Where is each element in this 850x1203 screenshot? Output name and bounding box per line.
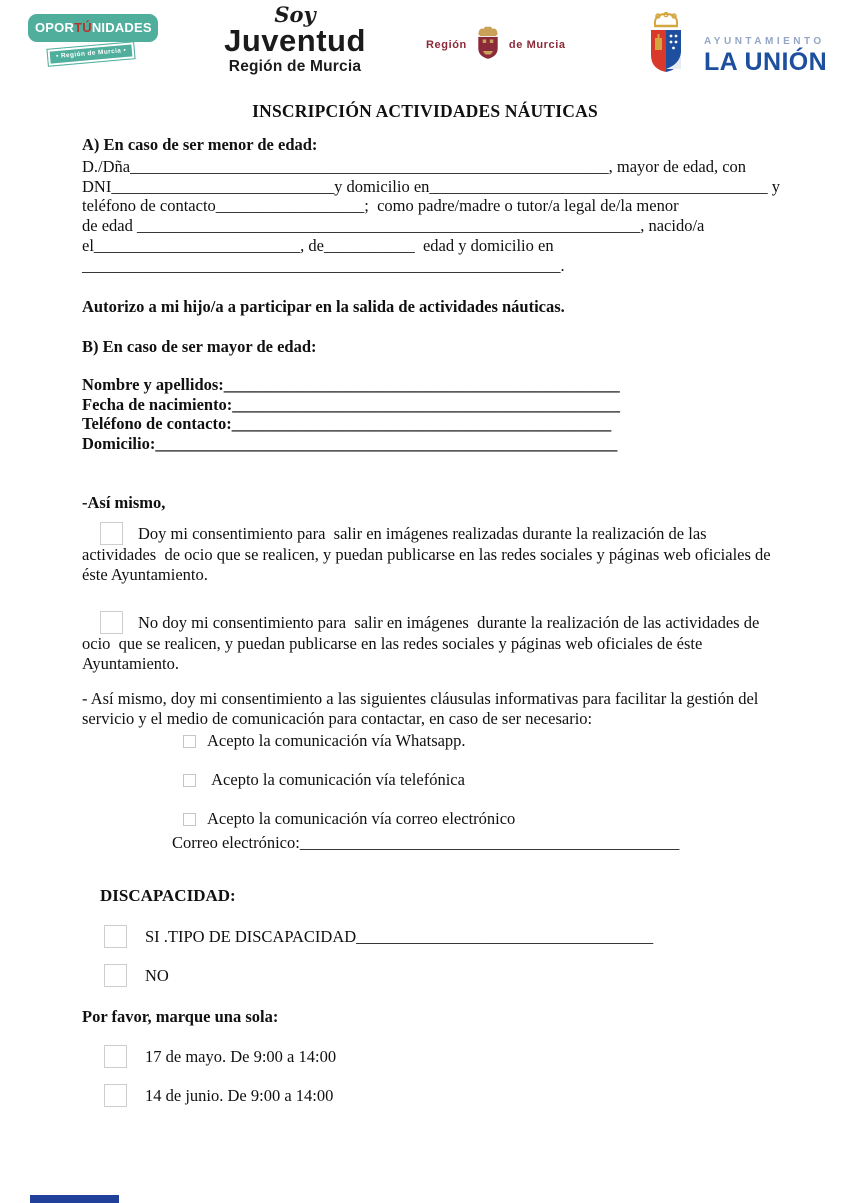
- field-line-dni-domicilio: DNI___________________________y domicilio en_________________________________________ y: [82, 176, 781, 196]
- la-union-crest-icon: [638, 12, 694, 81]
- junio-checkbox[interactable]: [104, 1084, 127, 1107]
- region-murcia-shield-icon: [473, 24, 503, 65]
- oportunidades-logo: [28, 14, 158, 62]
- date-choice-heading: Por favor, marque una sola:: [82, 1007, 279, 1026]
- disability-no-option: [104, 964, 169, 987]
- whatsapp-label: Acepto la comunicación vía Whatsapp.: [207, 731, 466, 750]
- junio-label: 14 de junio. De 9:00 a 14:00: [145, 1085, 334, 1105]
- field-line-telefono: teléfono de contacto__________________; como padre/madre o tutor/a legal de/la menor: [82, 196, 679, 216]
- field-line-nombre: Nombre y apellidos:________________________________________________: [82, 374, 620, 394]
- section-adult-heading: B) En caso de ser mayor de edad:: [82, 337, 317, 356]
- consent-yes-label: Doy mi consentimiento para salir en imágenes realizadas durante la realización de las actividades de ocio que se realicen, y puedan publicarse en las redes sociales y páginas web oficiales de éste Ayuntamiento.: [82, 524, 775, 584]
- authorization-statement: Autorizo a mi hijo/a a participar en la salida de actividades náuticas.: [82, 297, 565, 316]
- option-whatsapp: [183, 731, 466, 751]
- page-title: INSCRIPCIÓN ACTIVIDADES NÁUTICAS: [252, 101, 598, 121]
- oportunidades-text-1: OPOR: [35, 20, 75, 35]
- region-text: Región: [426, 38, 467, 51]
- date-option-mayo: [104, 1045, 336, 1068]
- consent-images-no: [82, 611, 772, 674]
- section-minor-heading: A) En caso de ser menor de edad:: [82, 135, 318, 154]
- disability-heading: DISCAPACIDAD:: [100, 886, 236, 905]
- disability-yes-label: SI .TIPO DE DISCAPACIDAD____________________________________: [145, 926, 654, 946]
- correo-checkbox[interactable]: [183, 813, 196, 826]
- telefonica-label: Acepto la comunicación vía telefónica: [207, 770, 465, 789]
- option-correo: [183, 809, 515, 829]
- whatsapp-checkbox[interactable]: [183, 735, 196, 748]
- la-union-wordmark: [704, 19, 827, 75]
- email-field-line: Correo electrónico:______________________________________________: [172, 833, 680, 852]
- oportunidades-badge: [28, 14, 158, 42]
- field-line-domicilio-final: __________________________________________________________.: [82, 255, 565, 275]
- telefonica-checkbox[interactable]: [183, 774, 196, 787]
- mayo-checkbox[interactable]: [104, 1045, 127, 1068]
- consent-images-yes: [82, 522, 775, 585]
- option-telefonica: [183, 770, 465, 790]
- ayuntamiento-text: AYUNTAMIENTO: [704, 35, 825, 47]
- soy-script-text: Soy: [274, 2, 316, 27]
- consent-no-checkbox[interactable]: [100, 611, 123, 634]
- clauses-intro: - Así mismo, doy mi consentimiento a las siguientes cláusulas informativas para facilitar la gestión del servicio y el medio de comunicación para contactar, en caso de ser necesario:: [82, 689, 759, 728]
- section-adult: [82, 337, 772, 454]
- oportunidades-text-tu: TÚ: [74, 20, 92, 35]
- disability-yes-option: [104, 925, 653, 948]
- asi-mismo-label: -Así mismo,: [82, 493, 166, 512]
- disability-yes-checkbox[interactable]: [104, 925, 127, 948]
- consent-no-label: No doy mi consentimiento para salir en imágenes durante la realización de las actividades de ocio que se realicen, y puedan publicarse en las redes sociales y páginas web oficiales de éste Ayuntamiento.: [82, 613, 764, 673]
- juventud-subtitle-text: Región de Murcia: [228, 57, 362, 75]
- field-line-nacimiento: Fecha de nacimiento:_______________________________________________: [82, 394, 621, 414]
- la-union-text: LA UNIÓN: [704, 47, 828, 76]
- oportunidades-text-2: NIDADES: [91, 20, 152, 35]
- region-de-murcia-logo: [426, 24, 576, 65]
- mayo-label: 17 de mayo. De 9:00 a 14:00: [145, 1046, 337, 1066]
- footer-bar: [30, 1195, 119, 1203]
- field-line-nacido: el_________________________, de___________ edad y domicilio en: [82, 235, 554, 255]
- consent-yes-checkbox[interactable]: [100, 522, 123, 545]
- header: [0, 0, 850, 100]
- la-union-logo: [638, 12, 827, 81]
- field-line-domicilio: Domicilio:________________________________________________________: [82, 434, 618, 454]
- oportunidades-region-banner: • Región de Murcia •: [47, 42, 134, 65]
- field-line-dna: D./Dña__________________________________________________________, mayor de edad, con: [82, 156, 747, 176]
- correo-label: Acepto la comunicación vía correo electrónico: [207, 809, 516, 828]
- field-line-contacto: Teléfono de contacto:______________________________________________: [82, 414, 612, 434]
- section-minor: [82, 135, 781, 276]
- soy-juventud-logo: [203, 4, 387, 75]
- disability-no-checkbox[interactable]: [104, 964, 127, 987]
- disability-no-label: NO: [145, 965, 169, 985]
- date-option-junio: [104, 1084, 333, 1107]
- de-murcia-text: de Murcia: [508, 38, 566, 51]
- juventud-title-text: Juventud: [224, 23, 366, 58]
- field-line-menor-edad: de edad _____________________________________________________________, nacido/a: [82, 216, 705, 236]
